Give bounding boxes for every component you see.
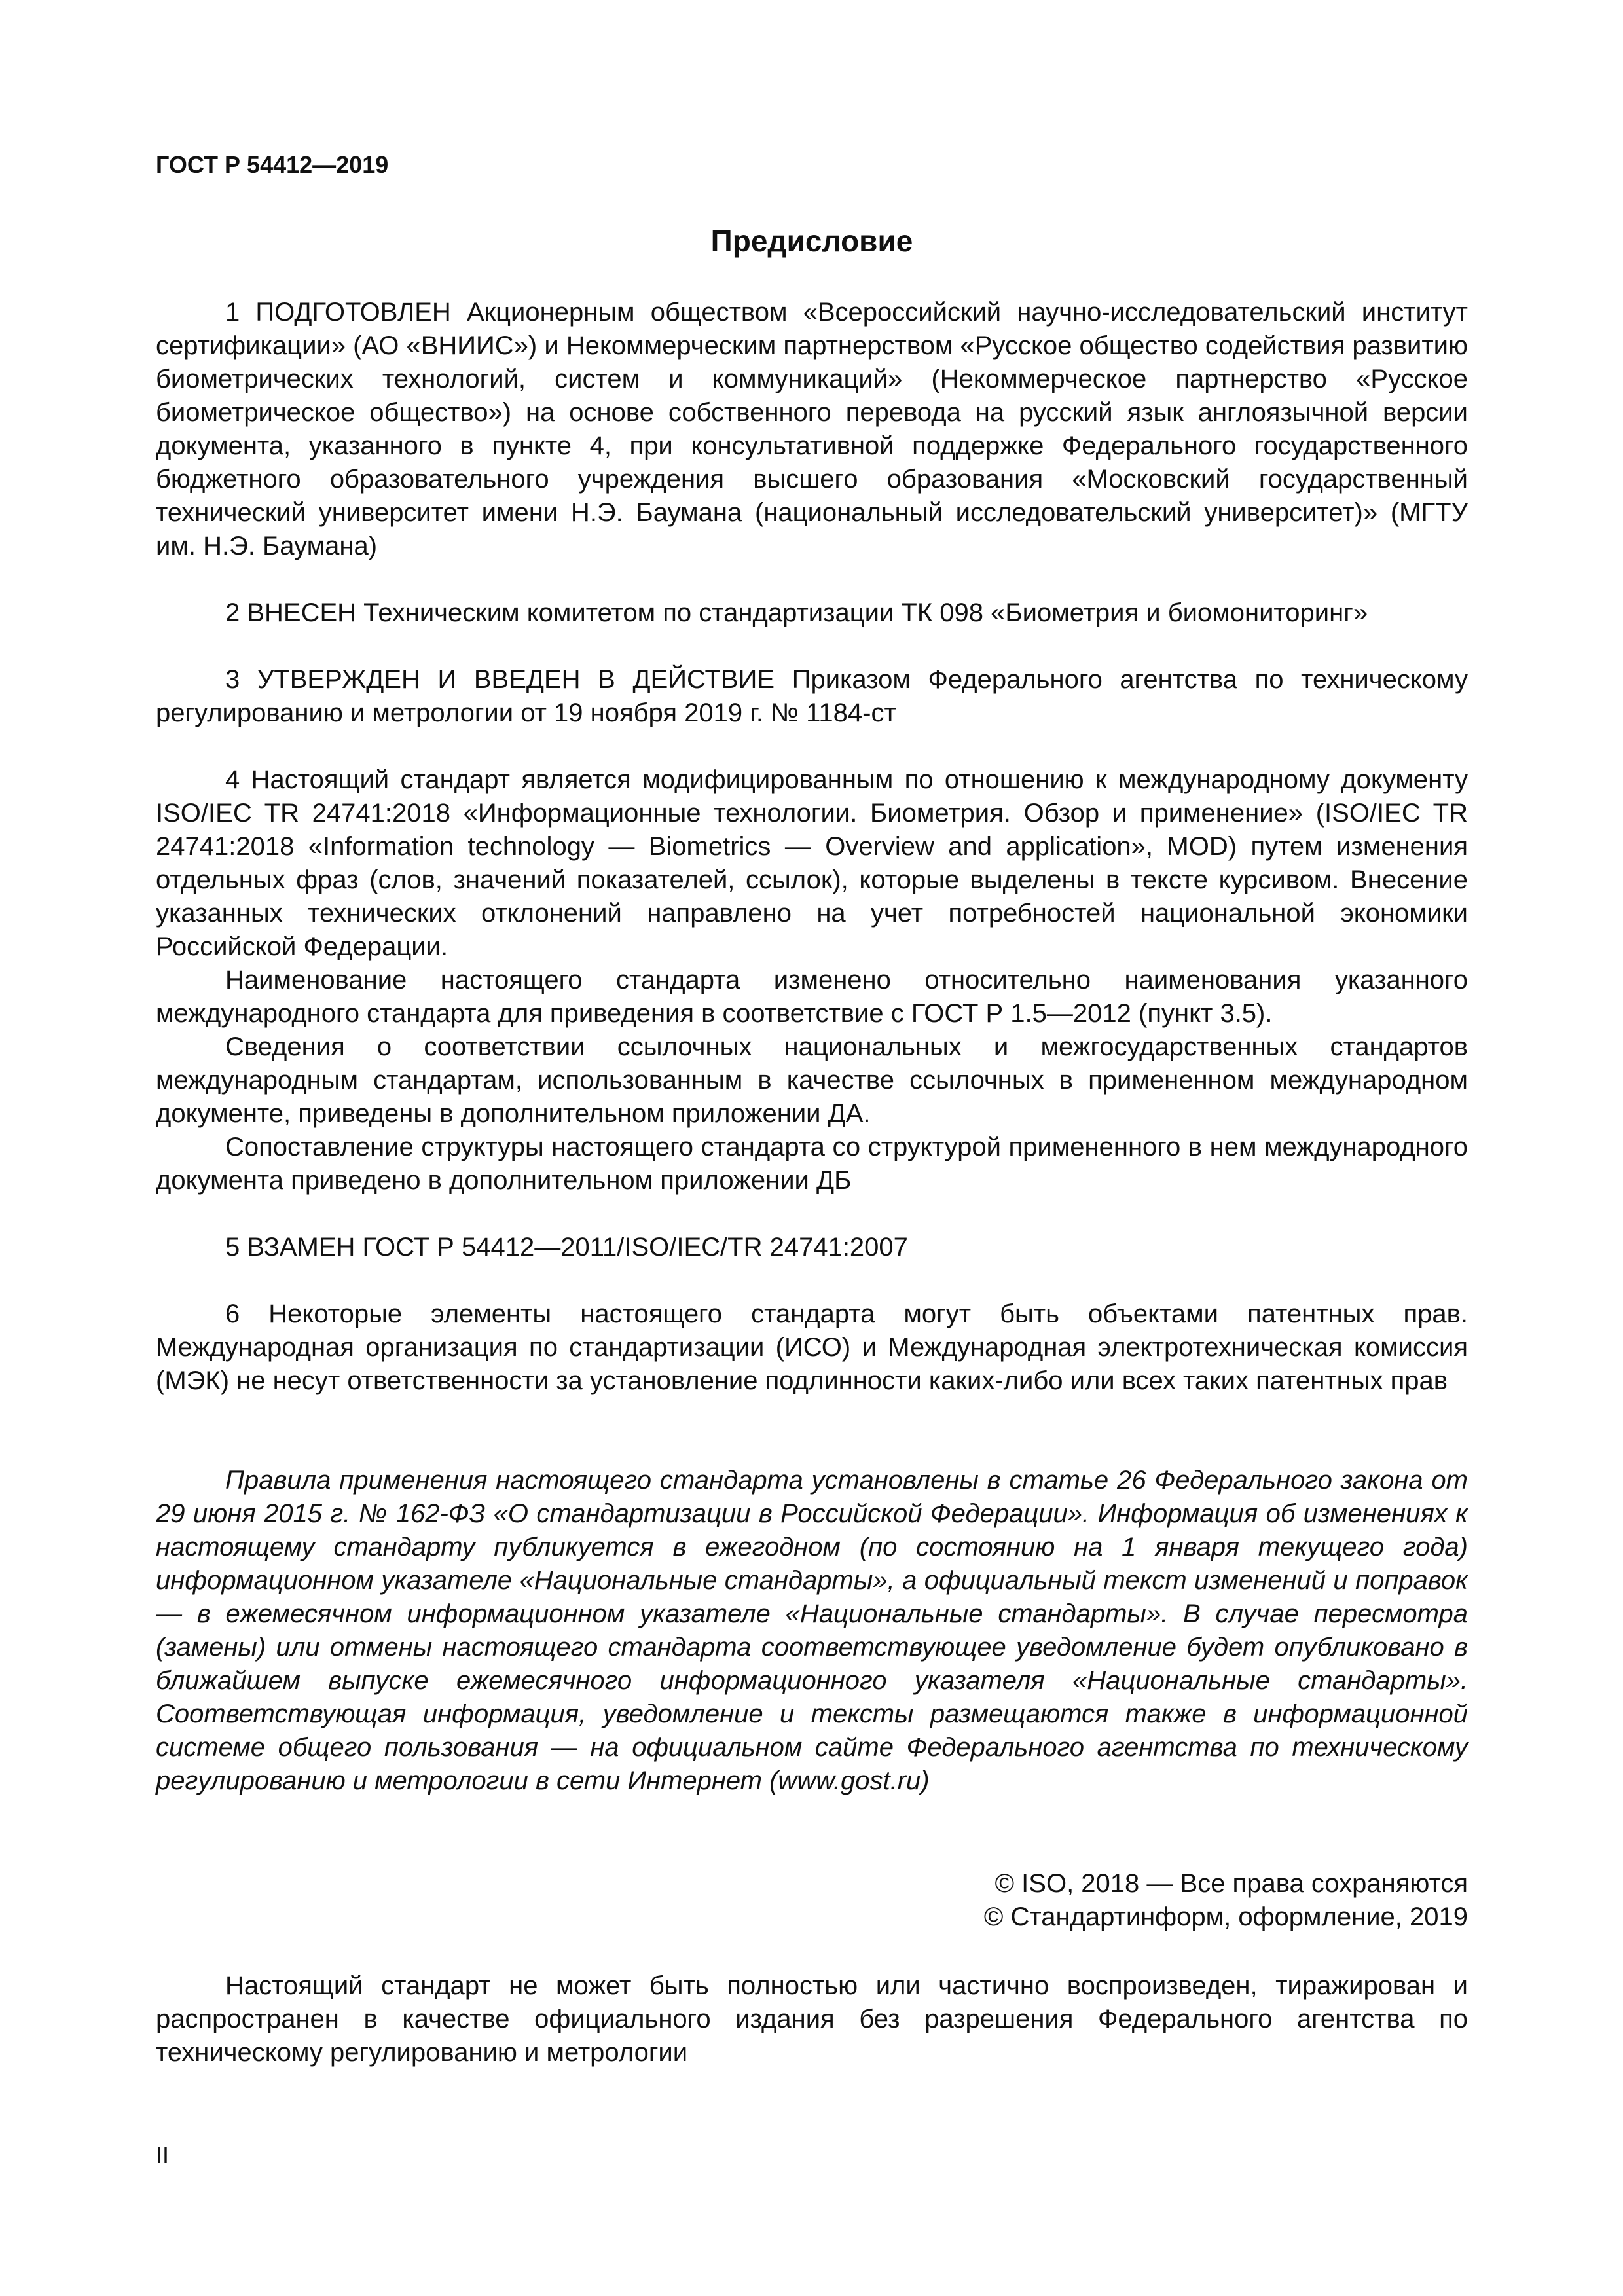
preface-item-6: 6 Некоторые элементы настоящего стандарта могут быть объектами патентных прав. Международная организация по стандартизации (ИСО) и Международная электротехническая комиссия (МЭК) не несут ответственности за установление подлинности каких-либо или всех таких патентных прав bbox=[156, 1300, 1468, 1395]
preface-item-4: 4 Настоящий стандарт является модифицированным по отношению к международному документу ISO/IEC TR 24741:2018 «Информационные технологии. Биометрия. Обзор и применение» (ISO/IEC TR 24741:2018 «Information technology — Biometrics — Overview and application», MOD) путем изменения отдельных фраз (слов, значений показателей, ссылок), которые выделены в тексте курсивом. Внесение указанных технических отклонений направлено на учет потребностей национальной экономики Российской Федерации. bbox=[156, 765, 1468, 961]
preface-item-5: 5 ВЗАМЕН ГОСТ Р 54412—2011/ISO/IEC/TR 24741:2007 bbox=[225, 1233, 908, 1262]
preface-item-4-sub-3: Сопоставление структуры настоящего стандарта со структурой примененного в нем международного документа приведено в дополнительном приложении ДБ bbox=[156, 1133, 1468, 1195]
document-code: ГОСТ Р 54412—2019 bbox=[156, 151, 389, 178]
rules-notice-block bbox=[156, 1464, 1468, 1798]
reproduction-notice: Настоящий стандарт не может быть полностью или частично воспроизведен, тиражирован и распространен в качестве официального издания без разрешения Федерального агентства по техническому регулированию и метрологии bbox=[156, 1971, 1468, 2067]
preface-item-1: 1 ПОДГОТОВЛЕН Акционерным обществом «Всероссийский научно-исследовательский институт сертификации» (АО «ВНИИС») и Некоммерческим партнерством «Русское общество содействия развитию биометрических технологий, систем и коммуникаций» (Некоммерческое партнерство «Русское биометрическое общество») на основе собственного перевода на русский язык англоязычной версии документа, указанного в пункте 4, при консультативной поддержке Федерального государственного бюджетного образовательного учреждения высшего образования «Московский государственный технический университет имени Н.Э. Баумана (национальный исследовательский университет)» (МГТУ им. Н.Э. Баумана) bbox=[156, 298, 1468, 560]
preface-item-2: 2 ВНЕСЕН Техническим комитетом по стандартизации ТК 098 «Биометрия и биомониторинг» bbox=[225, 598, 1368, 627]
copyright-standartinform: © Стандартинформ, оформление, 2019 bbox=[983, 1903, 1468, 1931]
rules-notice: Правила применения настоящего стандарта установлены в статье 26 Федерального закона от 29 июня 2015 г. № 162-ФЗ «О стандартизации в Российской Федерации». Информация об изменениях к настоящему стандарту публикуется в ежегодном (по состоянию на 1 января текущего года) информационном указателе «Национальные стандарты», а официальный текст изменений и поправок — в ежемесячном информационном указателе «Национальные стандарты». В случае пересмотра (замены) или отмены настоящего стандарта соответствующее уведомление будет опубликовано в ближайшем выпуске ежемесячного информационного указателя «Национальные стандарты». Соответствующая информация, уведомление и тексты размещаются также в информационной системе общего пользования — на официальном сайте Федерального агентства по техническому регулированию и метрологии в сети Интернет (www.gost.ru) bbox=[156, 1466, 1468, 1795]
preface-items bbox=[156, 296, 1468, 1398]
copyright-block bbox=[984, 1867, 1468, 1934]
copyright-iso: © ISO, 2018 — Все права сохраняются bbox=[994, 1869, 1468, 1898]
preface-item-3: 3 УТВЕРЖДЕН И ВВЕДЕН В ДЕЙСТВИЕ Приказом Федерального агентства по техническому регулированию и метрологии от 19 ноября 2019 г. № 1184-ст bbox=[156, 665, 1468, 727]
preface-item-4-sub-1: Наименование настоящего стандарта изменено относительно наименования указанного международного стандарта для приведения в соответствие с ГОСТ Р 1.5—2012 (пункт 3.5). bbox=[156, 966, 1468, 1028]
page-number: II bbox=[156, 2141, 170, 2168]
preface-item-4-sub-2: Сведения о соответствии ссылочных национальных и межгосударственных стандартов международным стандартам, использованным в качестве ссылочных в примененном международном документе, приведены в дополнительном приложении ДА. bbox=[156, 1032, 1468, 1128]
page-title: Предисловие bbox=[710, 224, 913, 258]
reproduction-notice-block bbox=[156, 1969, 1468, 2069]
